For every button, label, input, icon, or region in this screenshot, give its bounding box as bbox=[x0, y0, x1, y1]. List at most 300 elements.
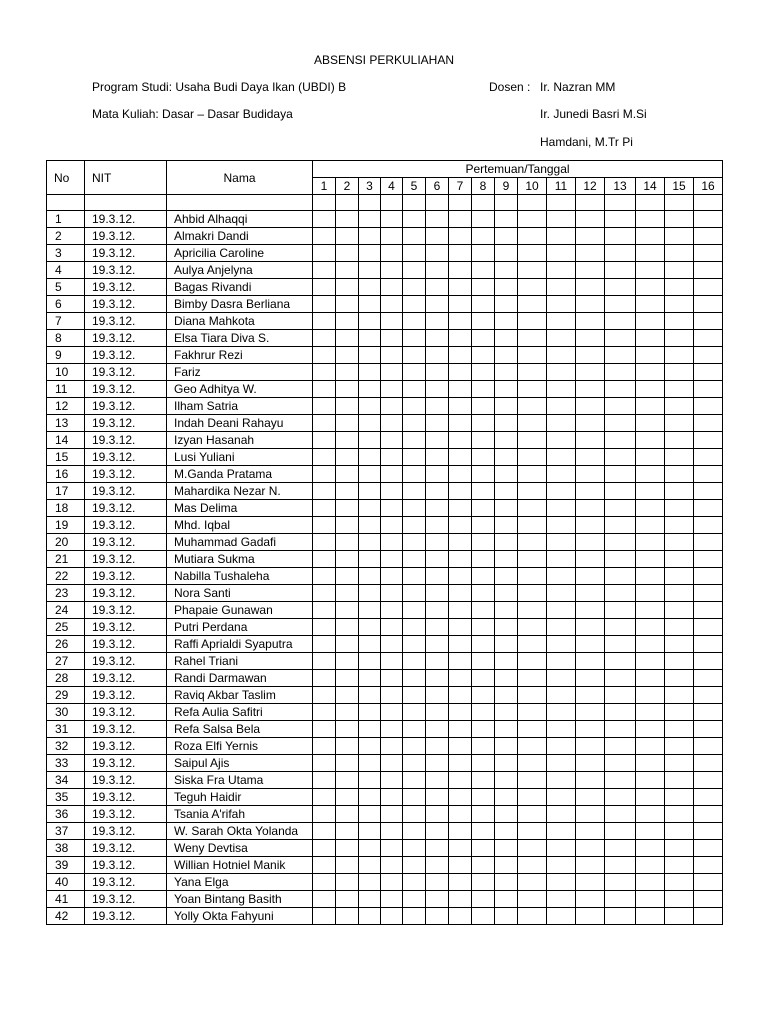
student-number: 14 bbox=[47, 432, 85, 449]
meeting-number-header: 2 bbox=[336, 178, 359, 195]
attendance-cell bbox=[518, 500, 547, 517]
attendance-cell bbox=[426, 857, 449, 874]
table-row bbox=[47, 415, 723, 432]
attendance-cell bbox=[472, 245, 495, 262]
attendance-cell bbox=[518, 823, 547, 840]
attendance-cell bbox=[547, 347, 576, 364]
attendance-cell bbox=[381, 840, 403, 857]
attendance-cell bbox=[495, 228, 518, 245]
attendance-cell bbox=[665, 755, 694, 772]
attendance-cell bbox=[359, 789, 381, 806]
attendance-cell bbox=[605, 262, 636, 279]
attendance-cell bbox=[449, 534, 472, 551]
attendance-cell bbox=[426, 483, 449, 500]
student-name: Mas Delima bbox=[167, 500, 313, 517]
table-row bbox=[47, 721, 723, 738]
student-nit: 19.3.12. bbox=[85, 449, 167, 466]
attendance-cell bbox=[313, 806, 336, 823]
attendance-cell bbox=[381, 364, 403, 381]
attendance-cell bbox=[518, 432, 547, 449]
attendance-cell bbox=[636, 398, 665, 415]
attendance-cell bbox=[359, 891, 381, 908]
attendance-cell bbox=[426, 738, 449, 755]
table-row bbox=[47, 534, 723, 551]
attendance-cell bbox=[359, 398, 381, 415]
dosen-name: Ir. Nazran MM bbox=[540, 80, 616, 94]
student-name: Nora Santi bbox=[167, 585, 313, 602]
attendance-cell bbox=[359, 619, 381, 636]
attendance-cell bbox=[694, 619, 723, 636]
attendance-cell bbox=[426, 568, 449, 585]
attendance-cell bbox=[547, 823, 576, 840]
attendance-cell bbox=[665, 228, 694, 245]
attendance-cell bbox=[336, 789, 359, 806]
student-name: Aulya Anjelyna bbox=[167, 262, 313, 279]
spacer-cell bbox=[449, 195, 472, 211]
attendance-cell bbox=[449, 432, 472, 449]
attendance-cell bbox=[547, 330, 576, 347]
table-row bbox=[47, 330, 723, 347]
attendance-cell bbox=[449, 704, 472, 721]
attendance-cell bbox=[665, 551, 694, 568]
attendance-cell bbox=[495, 653, 518, 670]
student-nit: 19.3.12. bbox=[85, 551, 167, 568]
attendance-cell bbox=[472, 449, 495, 466]
attendance-cell bbox=[313, 245, 336, 262]
attendance-cell bbox=[426, 636, 449, 653]
student-number: 38 bbox=[47, 840, 85, 857]
attendance-cell bbox=[495, 262, 518, 279]
student-number: 1 bbox=[47, 211, 85, 228]
attendance-cell bbox=[472, 789, 495, 806]
attendance-cell bbox=[665, 211, 694, 228]
student-nit: 19.3.12. bbox=[85, 211, 167, 228]
attendance-cell bbox=[403, 789, 426, 806]
attendance-cell bbox=[694, 840, 723, 857]
attendance-cell bbox=[313, 704, 336, 721]
attendance-cell bbox=[426, 347, 449, 364]
attendance-cell bbox=[313, 738, 336, 755]
attendance-cell bbox=[359, 347, 381, 364]
attendance-cell bbox=[426, 245, 449, 262]
attendance-cell bbox=[313, 483, 336, 500]
attendance-cell bbox=[665, 891, 694, 908]
attendance-cell bbox=[472, 313, 495, 330]
attendance-cell bbox=[381, 823, 403, 840]
attendance-cell bbox=[636, 381, 665, 398]
attendance-cell bbox=[576, 670, 605, 687]
meeting-number-header: 6 bbox=[426, 178, 449, 195]
attendance-cell bbox=[313, 279, 336, 296]
attendance-cell bbox=[426, 228, 449, 245]
attendance-cell bbox=[694, 636, 723, 653]
student-name: Roza Elfi Yernis bbox=[167, 738, 313, 755]
attendance-cell bbox=[495, 789, 518, 806]
attendance-cell bbox=[313, 449, 336, 466]
attendance-cell bbox=[694, 823, 723, 840]
program-studi: Program Studi: Usaha Budi Daya Ikan (UBDI) B bbox=[92, 80, 347, 94]
attendance-cell bbox=[403, 619, 426, 636]
attendance-cell bbox=[449, 313, 472, 330]
attendance-cell bbox=[403, 262, 426, 279]
attendance-cell bbox=[449, 466, 472, 483]
attendance-cell bbox=[336, 602, 359, 619]
attendance-cell bbox=[576, 772, 605, 789]
meeting-number-header: 14 bbox=[636, 178, 665, 195]
attendance-cell bbox=[665, 347, 694, 364]
attendance-cell bbox=[472, 483, 495, 500]
attendance-cell bbox=[472, 585, 495, 602]
student-number: 30 bbox=[47, 704, 85, 721]
attendance-cell bbox=[472, 517, 495, 534]
attendance-cell bbox=[472, 364, 495, 381]
attendance-cell bbox=[636, 500, 665, 517]
attendance-cell bbox=[359, 500, 381, 517]
student-name: Ilham Satria bbox=[167, 398, 313, 415]
attendance-cell bbox=[313, 381, 336, 398]
student-nit: 19.3.12. bbox=[85, 500, 167, 517]
attendance-cell bbox=[605, 483, 636, 500]
attendance-cell bbox=[313, 415, 336, 432]
attendance-cell bbox=[636, 313, 665, 330]
attendance-cell bbox=[313, 772, 336, 789]
col-header-no: No bbox=[47, 161, 85, 195]
attendance-cell bbox=[518, 636, 547, 653]
attendance-cell bbox=[313, 330, 336, 347]
attendance-cell bbox=[426, 789, 449, 806]
attendance-cell bbox=[313, 568, 336, 585]
attendance-cell bbox=[359, 874, 381, 891]
student-number: 13 bbox=[47, 415, 85, 432]
attendance-cell bbox=[605, 891, 636, 908]
attendance-cell bbox=[495, 806, 518, 823]
student-nit: 19.3.12. bbox=[85, 653, 167, 670]
student-name: Muhammad Gadafi bbox=[167, 534, 313, 551]
attendance-cell bbox=[605, 704, 636, 721]
attendance-cell bbox=[449, 653, 472, 670]
attendance-cell bbox=[313, 228, 336, 245]
attendance-cell bbox=[449, 755, 472, 772]
attendance-cell bbox=[426, 432, 449, 449]
attendance-cell bbox=[518, 466, 547, 483]
attendance-cell bbox=[636, 568, 665, 585]
student-name: Ahbid Alhaqqi bbox=[167, 211, 313, 228]
table-row bbox=[47, 602, 723, 619]
attendance-cell bbox=[495, 857, 518, 874]
attendance-cell bbox=[449, 330, 472, 347]
attendance-cell bbox=[313, 840, 336, 857]
attendance-cell bbox=[665, 670, 694, 687]
attendance-cell bbox=[636, 364, 665, 381]
attendance-cell bbox=[665, 517, 694, 534]
attendance-cell bbox=[426, 211, 449, 228]
attendance-cell bbox=[518, 619, 547, 636]
attendance-cell bbox=[636, 466, 665, 483]
attendance-cell bbox=[694, 500, 723, 517]
attendance-cell bbox=[694, 313, 723, 330]
attendance-cell bbox=[636, 347, 665, 364]
attendance-cell bbox=[636, 602, 665, 619]
attendance-cell bbox=[636, 228, 665, 245]
attendance-cell bbox=[605, 517, 636, 534]
attendance-cell bbox=[694, 891, 723, 908]
student-nit: 19.3.12. bbox=[85, 432, 167, 449]
attendance-cell bbox=[547, 653, 576, 670]
attendance-cell bbox=[694, 568, 723, 585]
attendance-cell bbox=[313, 313, 336, 330]
attendance-cell bbox=[547, 381, 576, 398]
attendance-cell bbox=[472, 840, 495, 857]
attendance-cell bbox=[472, 908, 495, 925]
attendance-cell bbox=[495, 687, 518, 704]
student-nit: 19.3.12. bbox=[85, 245, 167, 262]
attendance-cell bbox=[381, 653, 403, 670]
student-name: Randi Darmawan bbox=[167, 670, 313, 687]
attendance-cell bbox=[472, 534, 495, 551]
table-row bbox=[47, 891, 723, 908]
attendance-cell bbox=[547, 483, 576, 500]
attendance-cell bbox=[336, 840, 359, 857]
student-nit: 19.3.12. bbox=[85, 262, 167, 279]
attendance-cell bbox=[403, 636, 426, 653]
attendance-cell bbox=[576, 347, 605, 364]
attendance-cell bbox=[359, 296, 381, 313]
attendance-cell bbox=[403, 602, 426, 619]
attendance-cell bbox=[403, 381, 426, 398]
attendance-cell bbox=[336, 466, 359, 483]
attendance-cell bbox=[472, 721, 495, 738]
attendance-cell bbox=[605, 602, 636, 619]
spacer-cell bbox=[576, 195, 605, 211]
table-row bbox=[47, 466, 723, 483]
attendance-cell bbox=[576, 364, 605, 381]
attendance-cell bbox=[576, 517, 605, 534]
attendance-cell bbox=[359, 262, 381, 279]
attendance-cell bbox=[381, 806, 403, 823]
attendance-cell bbox=[426, 330, 449, 347]
attendance-cell bbox=[576, 806, 605, 823]
attendance-cell bbox=[576, 721, 605, 738]
table-row bbox=[47, 704, 723, 721]
student-nit: 19.3.12. bbox=[85, 602, 167, 619]
attendance-cell bbox=[495, 908, 518, 925]
student-name: Teguh Haidir bbox=[167, 789, 313, 806]
table-row bbox=[47, 670, 723, 687]
attendance-cell bbox=[636, 840, 665, 857]
attendance-cell bbox=[518, 449, 547, 466]
attendance-cell bbox=[359, 432, 381, 449]
attendance-cell bbox=[665, 279, 694, 296]
attendance-cell bbox=[636, 279, 665, 296]
spacer-cell bbox=[518, 195, 547, 211]
table-row bbox=[47, 636, 723, 653]
attendance-cell bbox=[547, 432, 576, 449]
attendance-cell bbox=[495, 670, 518, 687]
attendance-cell bbox=[313, 211, 336, 228]
attendance-cell bbox=[665, 636, 694, 653]
attendance-cell bbox=[381, 636, 403, 653]
attendance-cell bbox=[381, 534, 403, 551]
attendance-cell bbox=[359, 755, 381, 772]
student-nit: 19.3.12. bbox=[85, 857, 167, 874]
attendance-cell bbox=[495, 296, 518, 313]
attendance-cell bbox=[547, 449, 576, 466]
attendance-cell bbox=[576, 279, 605, 296]
attendance-cell bbox=[547, 704, 576, 721]
meeting-number-header: 11 bbox=[547, 178, 576, 195]
student-name: W. Sarah Okta Yolanda bbox=[167, 823, 313, 840]
attendance-cell bbox=[403, 585, 426, 602]
student-number: 21 bbox=[47, 551, 85, 568]
attendance-cell bbox=[313, 789, 336, 806]
attendance-cell bbox=[403, 228, 426, 245]
attendance-cell bbox=[449, 874, 472, 891]
attendance-cell bbox=[381, 551, 403, 568]
attendance-cell bbox=[605, 670, 636, 687]
student-number: 18 bbox=[47, 500, 85, 517]
student-number: 29 bbox=[47, 687, 85, 704]
attendance-cell bbox=[495, 534, 518, 551]
attendance-cell bbox=[518, 602, 547, 619]
attendance-cell bbox=[605, 347, 636, 364]
attendance-cell bbox=[547, 296, 576, 313]
attendance-cell bbox=[403, 517, 426, 534]
attendance-cell bbox=[472, 381, 495, 398]
attendance-cell bbox=[426, 823, 449, 840]
attendance-cell bbox=[381, 772, 403, 789]
table-row bbox=[47, 585, 723, 602]
attendance-cell bbox=[605, 585, 636, 602]
attendance-cell bbox=[403, 857, 426, 874]
attendance-cell bbox=[547, 398, 576, 415]
student-number: 15 bbox=[47, 449, 85, 466]
attendance-cell bbox=[403, 772, 426, 789]
attendance-cell bbox=[336, 568, 359, 585]
attendance-cell bbox=[426, 772, 449, 789]
table-row bbox=[47, 449, 723, 466]
attendance-cell bbox=[576, 738, 605, 755]
attendance-cell bbox=[359, 381, 381, 398]
attendance-cell bbox=[426, 415, 449, 432]
student-name: Elsa Tiara Diva S. bbox=[167, 330, 313, 347]
attendance-cell bbox=[495, 840, 518, 857]
attendance-cell bbox=[495, 874, 518, 891]
attendance-cell bbox=[336, 245, 359, 262]
attendance-cell bbox=[336, 534, 359, 551]
student-nit: 19.3.12. bbox=[85, 568, 167, 585]
student-nit: 19.3.12. bbox=[85, 704, 167, 721]
attendance-cell bbox=[636, 806, 665, 823]
attendance-cell bbox=[576, 687, 605, 704]
student-nit: 19.3.12. bbox=[85, 636, 167, 653]
student-name: Putri Perdana bbox=[167, 619, 313, 636]
attendance-cell bbox=[403, 755, 426, 772]
attendance-cell bbox=[449, 483, 472, 500]
attendance-cell bbox=[495, 823, 518, 840]
attendance-cell bbox=[449, 857, 472, 874]
attendance-cell bbox=[547, 228, 576, 245]
attendance-cell bbox=[426, 398, 449, 415]
attendance-cell bbox=[336, 517, 359, 534]
attendance-cell bbox=[336, 653, 359, 670]
attendance-cell bbox=[694, 772, 723, 789]
student-nit: 19.3.12. bbox=[85, 687, 167, 704]
attendance-cell bbox=[359, 415, 381, 432]
attendance-cell bbox=[495, 415, 518, 432]
attendance-cell bbox=[381, 568, 403, 585]
attendance-cell bbox=[381, 908, 403, 925]
attendance-cell bbox=[665, 585, 694, 602]
attendance-cell bbox=[313, 364, 336, 381]
attendance-cell bbox=[636, 330, 665, 347]
attendance-cell bbox=[403, 279, 426, 296]
attendance-cell bbox=[694, 653, 723, 670]
attendance-cell bbox=[576, 636, 605, 653]
attendance-cell bbox=[403, 738, 426, 755]
attendance-cell bbox=[313, 874, 336, 891]
attendance-cell bbox=[403, 551, 426, 568]
attendance-cell bbox=[547, 908, 576, 925]
student-name: Rahel Triani bbox=[167, 653, 313, 670]
attendance-cell bbox=[576, 534, 605, 551]
attendance-cell bbox=[381, 619, 403, 636]
attendance-cell bbox=[636, 211, 665, 228]
attendance-cell bbox=[636, 755, 665, 772]
student-number: 27 bbox=[47, 653, 85, 670]
attendance-cell bbox=[605, 908, 636, 925]
student-nit: 19.3.12. bbox=[85, 806, 167, 823]
attendance-cell bbox=[472, 415, 495, 432]
spacer-cell bbox=[694, 195, 723, 211]
student-name: Weny Devtisa bbox=[167, 840, 313, 857]
student-name: Lusi Yuliani bbox=[167, 449, 313, 466]
attendance-cell bbox=[518, 415, 547, 432]
attendance-cell bbox=[381, 211, 403, 228]
attendance-cell bbox=[518, 347, 547, 364]
attendance-cell bbox=[547, 500, 576, 517]
attendance-cell bbox=[694, 857, 723, 874]
student-number: 36 bbox=[47, 806, 85, 823]
attendance-cell bbox=[636, 551, 665, 568]
attendance-cell bbox=[518, 245, 547, 262]
attendance-cell bbox=[518, 568, 547, 585]
attendance-cell bbox=[576, 381, 605, 398]
attendance-cell bbox=[403, 721, 426, 738]
student-name: Fariz bbox=[167, 364, 313, 381]
table-row bbox=[47, 347, 723, 364]
attendance-cell bbox=[576, 908, 605, 925]
student-name: Bagas Rivandi bbox=[167, 279, 313, 296]
student-number: 23 bbox=[47, 585, 85, 602]
attendance-cell bbox=[359, 585, 381, 602]
attendance-cell bbox=[518, 483, 547, 500]
meeting-number-header: 5 bbox=[403, 178, 426, 195]
attendance-cell bbox=[449, 687, 472, 704]
attendance-cell bbox=[359, 806, 381, 823]
attendance-cell bbox=[426, 840, 449, 857]
attendance-cell bbox=[518, 755, 547, 772]
attendance-cell bbox=[636, 483, 665, 500]
attendance-cell bbox=[665, 687, 694, 704]
attendance-cell bbox=[403, 891, 426, 908]
attendance-cell bbox=[576, 755, 605, 772]
student-number: 32 bbox=[47, 738, 85, 755]
document-title: ABSENSI PERKULIAHAN bbox=[313, 53, 455, 67]
attendance-cell bbox=[694, 483, 723, 500]
attendance-cell bbox=[547, 517, 576, 534]
attendance-cell bbox=[518, 806, 547, 823]
spacer-cell bbox=[85, 195, 167, 211]
